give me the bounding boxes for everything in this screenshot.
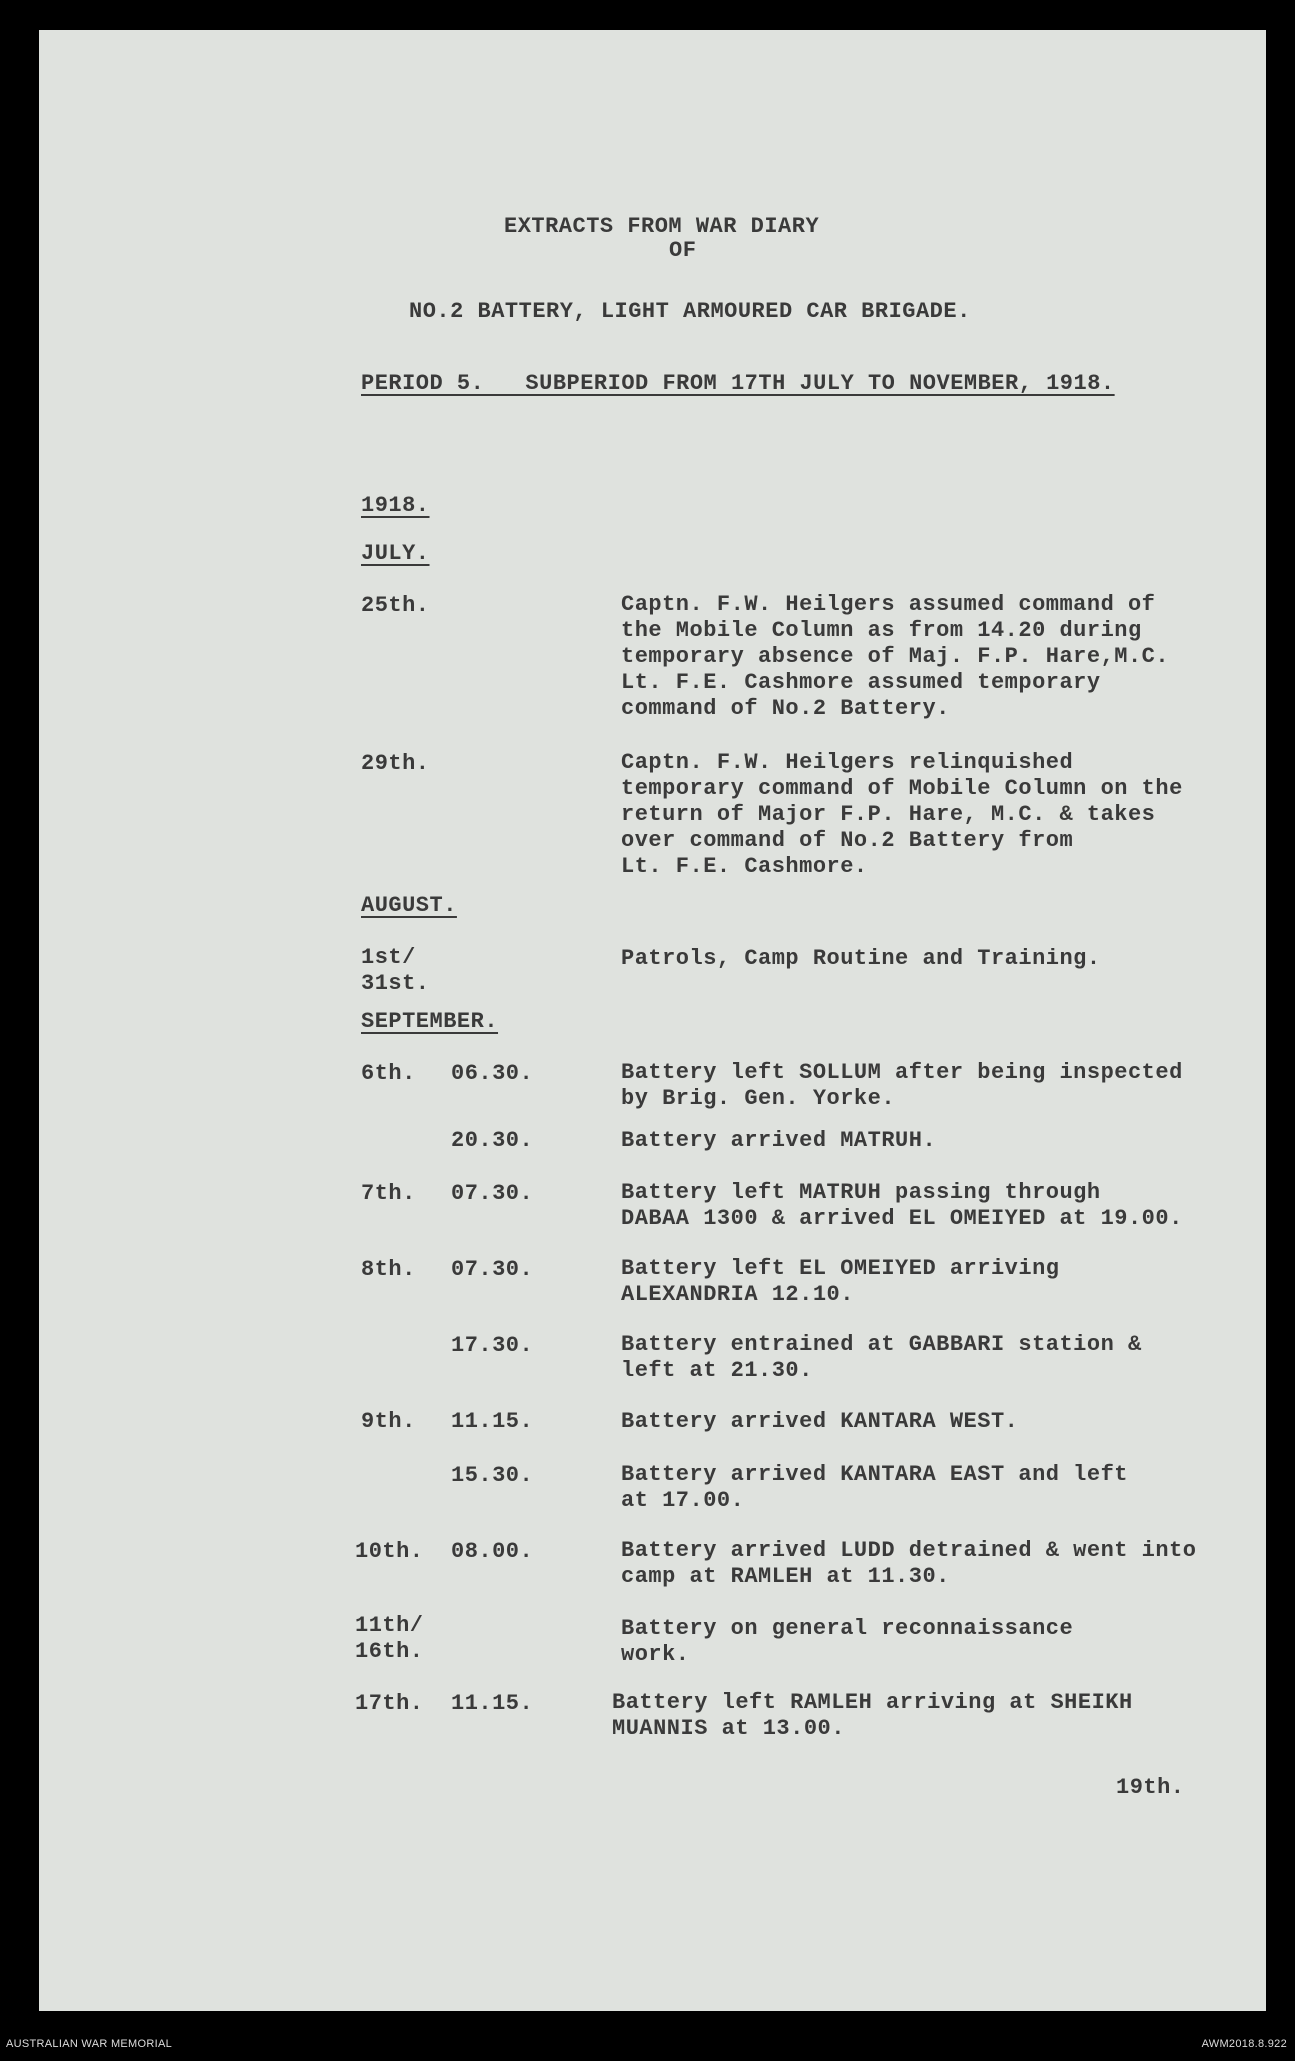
footer-left: AUSTRALIAN WAR MEMORIAL [6,2038,173,2050]
title-line-3: NO.2 BATTERY, LIGHT ARMOURED CAR BRIGADE. [409,299,971,324]
entry-text: Battery left SOLLUM after being inspected by Brig. Gen. Yorke. [621,1060,1183,1111]
entry-text: Captn. F.W. Heilgers assumed command of the Mobile Column as from 14.20 during temporary absence of Maj. F.P. Hare,M.C. Lt. F.E. Cashmore assumed temporary command of No.2 Battery. [621,592,1170,721]
title-line-2: OF [669,238,697,263]
entry-day: 1st/ 31st. [361,945,430,996]
year-heading: 1918. [361,493,430,518]
entry-day: 10th. [355,1539,424,1564]
entry-time: 07.30. [451,1181,534,1206]
entry-day: 9th. [361,1409,416,1434]
period-heading: PERIOD 5. SUBPERIOD FROM 17TH JULY TO NOVEMBER, 1918. [361,371,1115,396]
entry-time: 17.30. [451,1333,534,1358]
continuation-marker: 19th. [1116,1775,1185,1800]
entry-time: 11.15. [451,1691,534,1716]
entry-text: Battery arrived LUDD detrained & went into camp at RAMLEH at 11.30. [621,1538,1197,1589]
section-july: JULY. [361,541,430,566]
title-line-1: EXTRACTS FROM WAR DIARY [504,214,820,239]
entry-time: 08.00. [451,1539,534,1564]
entry-day: 7th. [361,1181,416,1206]
entry-time: 07.30. [451,1257,534,1282]
entry-text: Battery arrived KANTARA EAST and left at 17.00. [621,1462,1128,1513]
entry-day: 8th. [361,1257,416,1282]
entry-text: Battery left EL OMEIYED arriving ALEXANDRIA 12.10. [621,1256,1060,1307]
entry-text: Captn. F.W. Heilgers relinquished temporary command of Mobile Column on the return of Major F.P. Hare, M.C. & takes over command of No.2 Battery from Lt. F.E. Cashmore. [621,750,1183,879]
entry-day: 6th. [361,1061,416,1086]
entry-time: 15.30. [451,1463,534,1488]
entry-time: 06.30. [451,1061,534,1086]
entry-text: Battery arrived KANTARA WEST. [621,1409,1019,1434]
entry-text: Battery left RAMLEH arriving at SHEIKH MUANNIS at 13.00. [612,1690,1133,1741]
footer-right: AWM2018.8.922 [1201,2038,1287,2050]
entry-time: 20.30. [451,1128,534,1153]
document-page [39,30,1266,2011]
entry-day: 25th. [361,593,430,618]
section-august: AUGUST. [361,893,457,918]
entry-text: Battery on general reconnaissance work. [621,1616,1074,1667]
entry-day: 29th. [361,751,430,776]
entry-text: Battery entrained at GABBARI station & left at 21.30. [621,1332,1142,1383]
entry-day: 11th/ 16th. [355,1613,424,1664]
entry-text: Battery left MATRUH passing through DABAA 1300 & arrived EL OMEIYED at 19.00. [621,1180,1183,1231]
entry-time: 11.15. [451,1409,534,1434]
entry-text: Battery arrived MATRUH. [621,1128,937,1153]
section-september: SEPTEMBER. [361,1009,499,1034]
entry-day: 17th. [355,1691,424,1716]
entry-text: Patrols, Camp Routine and Training. [621,946,1101,971]
